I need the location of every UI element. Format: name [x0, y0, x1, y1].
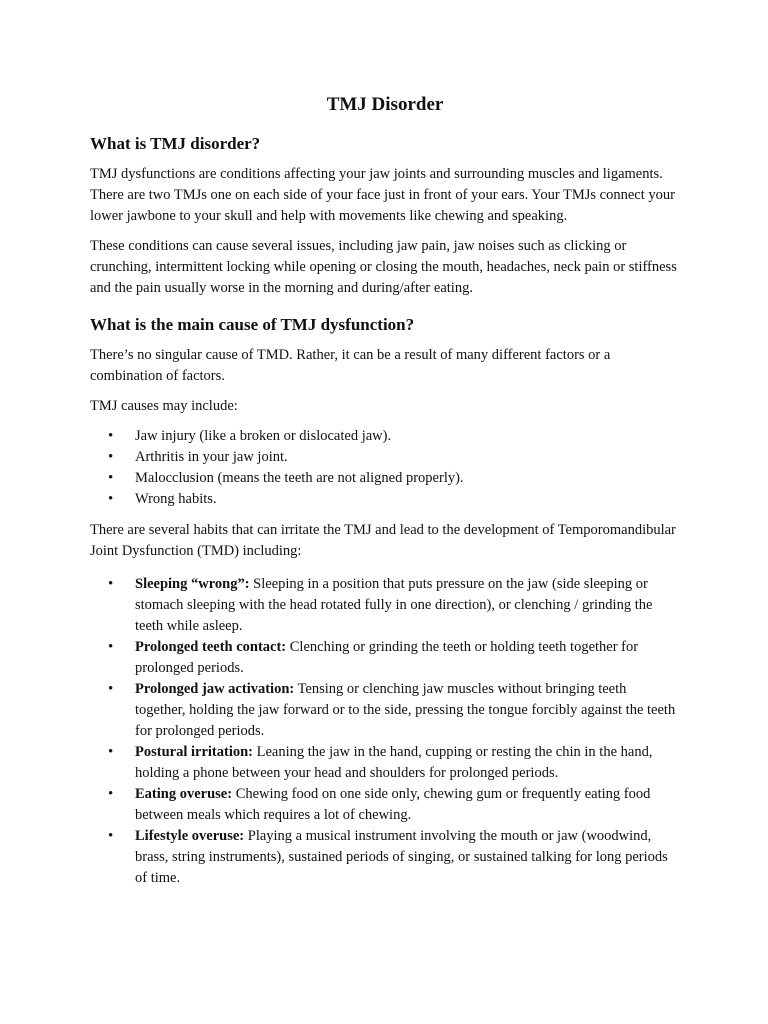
section-heading-what-is: What is TMJ disorder?: [90, 134, 261, 153]
list-item: [135, 574, 680, 637]
habit-term: Prolonged teeth contact:: [135, 639, 287, 655]
paragraph-cause-intro: There’s no singular cause of TMD. Rather, it can be a result of many different factors or a combination of factors.: [90, 347, 611, 384]
habit-term: Sleeping “wrong”:: [135, 576, 250, 592]
paragraph-habits-intro: There are several habits that can irritate the TMJ and lead to the development of Temporomandibular Joint Dysfunction (TMD) including:: [90, 522, 676, 559]
paragraph-definition: TMJ dysfunctions are conditions affecting your jaw joints and surrounding muscles and ligaments. There are two TMJs one on each side of your face just in front of your ears. Your TMJs connect your lower jawbone to your skull and help with movements like chewing and speaking.: [90, 166, 675, 224]
habit-description: Tensing or clenching jaw muscles without bringing teeth together, holding the jaw forward or to the side, pressing the tongue forcibly against the teeth for prolonged periods.: [135, 681, 676, 739]
list-item: [135, 637, 680, 679]
habit-term: Prolonged jaw activation:: [135, 681, 295, 697]
list-item: • Jaw injury (like a broken or dislocated jaw).: [135, 426, 680, 447]
list-item: • Malocclusion (means the teeth are not aligned properly).: [135, 468, 680, 489]
habit-description: Leaning the jaw in the hand, cupping or resting the chin in the hand, holding a phone between your head and shoulders for prolonged periods.: [135, 744, 653, 781]
document-title: TMJ Disorder: [326, 94, 444, 115]
habits-list: [90, 574, 680, 889]
list-item: [135, 826, 680, 889]
list-item: [135, 742, 680, 784]
habit-term: Lifestyle overuse:: [135, 828, 245, 844]
list-item: • Arthritis in your jaw joint.: [135, 447, 680, 468]
list-item: [135, 784, 680, 826]
habit-term: Postural irritation:: [135, 744, 253, 760]
list-item: [135, 679, 680, 742]
habit-description: Chewing food on one side only, chewing gum or frequently eating food between meals which requires a lot of chewing.: [135, 786, 651, 823]
list-item: • Wrong habits.: [135, 489, 680, 510]
paragraph-symptoms: These conditions can cause several issues, including jaw pain, jaw noises such as clicking or crunching, intermittent locking while opening or closing the mouth, headaches, neck pain or stiffness and the pain usually worse in the morning and during/after eating.: [90, 238, 677, 296]
habit-description: Sleeping in a position that puts pressure on the jaw (side sleeping or stomach sleeping with the head rotated fully in one direction), or clenching / grinding the teeth while asleep.: [135, 576, 653, 634]
habit-description: Playing a musical instrument involving the mouth or jaw (woodwind, brass, string instruments), sustained periods of singing, or sustained talking for long periods of time.: [135, 828, 668, 886]
section-heading-main-cause: What is the main cause of TMJ dysfunction?: [90, 315, 415, 334]
causes-list: [90, 426, 680, 510]
habit-description: Clenching or grinding the teeth or holding teeth together for prolonged periods.: [135, 639, 639, 676]
paragraph-causes-intro: TMJ causes may include:: [90, 398, 238, 414]
habit-term: Eating overuse:: [135, 786, 233, 802]
document-page: [90, 92, 680, 899]
